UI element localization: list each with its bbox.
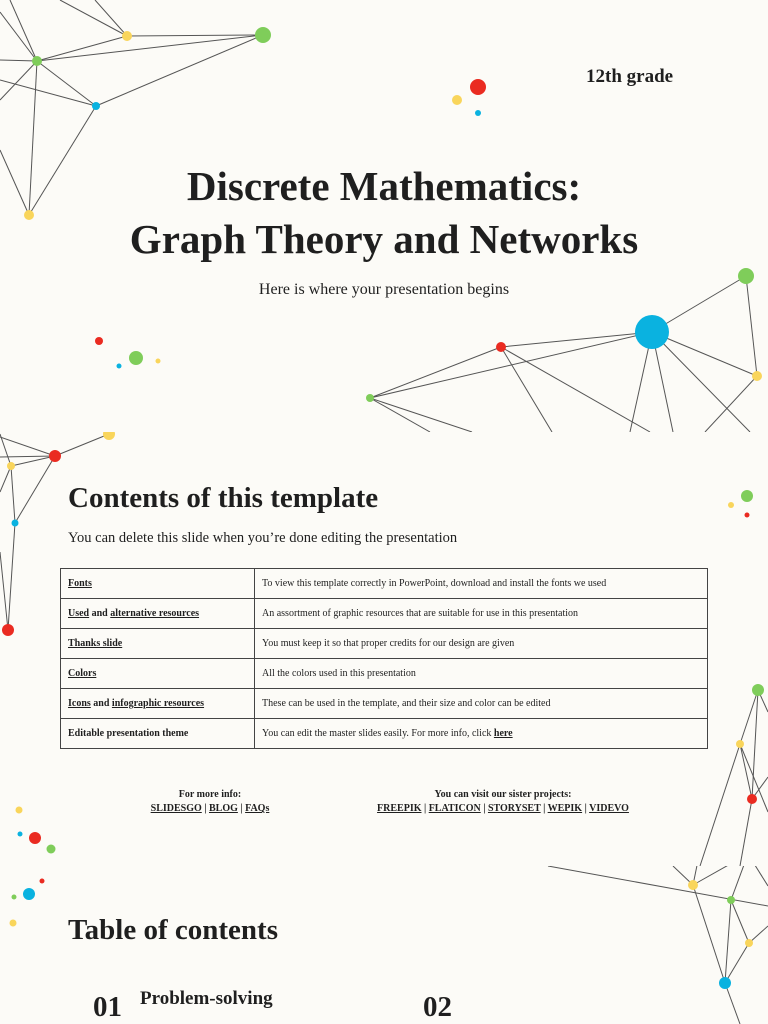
resource-description-cell [255, 689, 708, 719]
table-row [61, 659, 708, 689]
contents-table [60, 568, 708, 749]
footer-link[interactable]: FREEPIK [377, 803, 422, 814]
grade-label: 12th grade [586, 66, 674, 87]
resource-link[interactable]: infographic resources [111, 698, 205, 709]
resource-description-cell [255, 599, 708, 629]
link-separator: | [421, 803, 429, 814]
resource-description-cell [255, 629, 708, 659]
footer-link[interactable]: VIDEVO [589, 803, 629, 814]
resource-description: These can be used in the template, and their size and color can be edited [262, 698, 551, 709]
here-link[interactable]: here [493, 728, 513, 739]
resource-description: All the colors used in this presentation [262, 668, 416, 679]
resource-name-cell [61, 659, 255, 689]
sister-projects-links [333, 802, 673, 816]
presentation-subtitle: Here is where your presentation begins [258, 281, 510, 298]
toc-item-number: 02 [423, 991, 452, 1023]
table-row [61, 689, 708, 719]
more-info-block [110, 788, 310, 816]
resource-name-cell [61, 719, 255, 749]
resource-name-cell [61, 689, 255, 719]
contents-heading: Contents of this template [68, 482, 379, 514]
footer-link[interactable]: SLIDESGO [150, 803, 202, 814]
resource-label: Editable presentation theme [68, 728, 189, 739]
toc-item-title[interactable]: Problem-solving [140, 988, 273, 1009]
resource-link[interactable]: Fonts [68, 578, 92, 589]
resource-description: You can edit the master slides easily. For more info, click [262, 728, 494, 739]
resource-description-cell [255, 569, 708, 599]
resource-name-cell [61, 599, 255, 629]
resource-name-cell [61, 629, 255, 659]
resource-description-cell [255, 719, 708, 749]
contents-note: You can delete this slide when you’re done editing the presentation [68, 530, 458, 546]
toc-slide [0, 866, 768, 1024]
footer-link[interactable]: WEPIK [547, 803, 583, 814]
resource-description: An assortment of graphic resources that are suitable for use in this presentation [262, 608, 579, 619]
resource-description: You must keep it so that proper credits for our design are given [262, 638, 515, 649]
resource-description-cell [255, 659, 708, 689]
resource-link[interactable]: Colors [68, 668, 97, 679]
sister-projects-label: You can visit our sister projects: [434, 789, 572, 800]
connector-text: and [89, 608, 111, 619]
table-row [61, 629, 708, 659]
toc-heading: Table of contents [68, 914, 278, 946]
footer-link[interactable]: STORYSET [487, 803, 541, 814]
contents-slide [0, 432, 768, 866]
table-row [61, 569, 708, 599]
sister-projects-block [333, 788, 673, 816]
footer-link[interactable]: FLATICON [428, 803, 481, 814]
presentation-title [0, 160, 768, 266]
resource-link[interactable]: alternative resources [110, 608, 200, 619]
title-slide [0, 0, 768, 432]
resource-link[interactable]: Icons [68, 698, 91, 709]
toc-item-number: 01 [93, 991, 122, 1023]
link-separator: | [582, 803, 590, 814]
resource-link[interactable]: Thanks slide [68, 638, 123, 649]
title-line-2: Graph Theory and Networks [129, 216, 639, 262]
link-separator: | [480, 803, 488, 814]
title-line-1: Discrete Mathematics: [186, 163, 582, 209]
link-separator: | [237, 803, 246, 814]
table-row [61, 599, 708, 629]
footer-link[interactable]: BLOG [208, 803, 238, 814]
resource-description: To view this template correctly in PowerPoint, download and install the fonts we used [262, 578, 607, 589]
footer-link[interactable]: FAQs [245, 803, 270, 814]
link-separator: | [201, 803, 209, 814]
more-info-links [110, 802, 310, 816]
link-separator: | [540, 803, 548, 814]
table-row [61, 719, 708, 749]
resource-name-cell [61, 569, 255, 599]
resource-link[interactable]: Used [68, 608, 90, 619]
connector-text: and [90, 698, 112, 709]
more-info-label: For more info: [178, 789, 242, 800]
